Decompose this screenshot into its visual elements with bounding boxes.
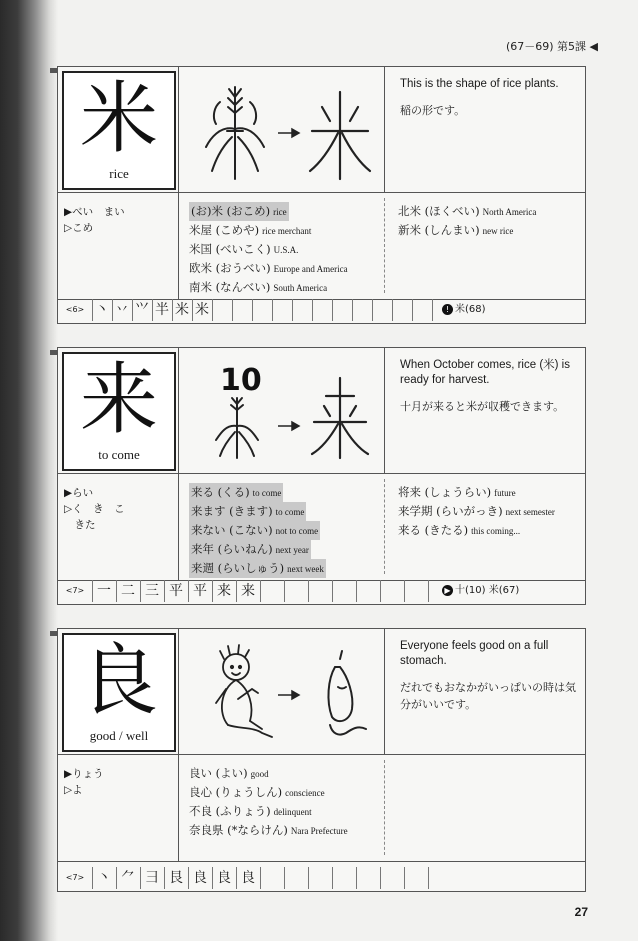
kanji-character: 米 <box>79 74 158 164</box>
kanji-description <box>400 77 576 119</box>
stroke-step: ⺈ <box>116 867 141 889</box>
vocab-item: 来る (くる) to come <box>189 483 385 502</box>
vocab-item: 欧米 (おうべい) Europe and America <box>189 261 348 275</box>
stroke-step: 二 <box>116 580 141 602</box>
kanji-meaning: to come <box>98 447 140 462</box>
kanji-entry-3 <box>57 628 586 892</box>
description-english: Everyone feels good on a full stomach. <box>400 640 549 667</box>
stroke-step: 丶 <box>92 867 117 889</box>
vocab-list-extra <box>398 202 594 240</box>
info-icon: ! <box>442 304 453 315</box>
vocab-item: 米屋 (こめや) rice merchant <box>189 223 312 237</box>
kanji-character: 良 <box>79 636 158 726</box>
reading-on: ▶らい <box>64 487 94 499</box>
stroke-step: 良 <box>188 867 213 889</box>
vocab-item: 不良 (ふりょう) delinquent <box>189 804 312 818</box>
reading-kun: ▷よ <box>64 784 83 796</box>
stroke-order-row <box>58 299 585 321</box>
svg-text:10: 10 <box>220 363 262 398</box>
stroke-step: 米 <box>172 299 193 321</box>
vocab-item: 米国 (べいこく) U.S.A. <box>189 242 299 256</box>
vocab-item: 来年 (らいねん) next year <box>189 540 385 559</box>
stroke-step: 彐 <box>140 867 165 889</box>
vocab-item: 奈良県 (*ならけん) Nara Prefecture <box>189 823 348 837</box>
description-japanese: 稲の形です。 <box>400 104 466 117</box>
vocab-list <box>189 202 385 297</box>
vocab-item: 北米 (ほくべい) North America <box>398 204 537 218</box>
stroke-step: 来 <box>212 580 237 602</box>
vocab-item: 来週 (らいしゅう) next week <box>189 559 385 578</box>
stroke-step: 平 <box>164 580 189 602</box>
stroke-order-row <box>58 580 585 602</box>
stroke-step: 良 <box>212 867 237 889</box>
stroke-count: <7> <box>58 867 93 889</box>
page-header: (67－69) 第5課 ◀ <box>505 40 598 53</box>
page-number: 27 <box>574 905 588 919</box>
stroke-step: 良 <box>236 867 261 889</box>
description-japanese: 十月が来ると米が収穫できます。 <box>400 400 565 413</box>
vocab-item: (お)米 (おこめ) rice <box>189 202 385 221</box>
readings <box>64 766 164 798</box>
cross-reference: ! 米(68) <box>442 299 486 321</box>
full-stomach-illustration <box>180 629 380 754</box>
reading-on: ▶りょう <box>64 768 104 780</box>
rice-plant-illustration <box>180 67 380 192</box>
stroke-step: 半 <box>152 299 173 321</box>
vocab-item: 来ます (きます) to come <box>189 502 385 521</box>
stroke-order-row <box>58 867 585 889</box>
book-binding-shadow <box>0 0 58 941</box>
reading-kun: ▷く き こ <box>64 503 125 515</box>
vocab-item: 来学期 (らいがっき) next semester <box>398 504 555 518</box>
vocab-item: 良心 (りょうしん) conscience <box>189 785 325 799</box>
readings <box>64 204 164 236</box>
kanji-description <box>400 358 576 415</box>
reading-kun: きた <box>64 519 96 531</box>
vocab-item: 来る (きたる) this coming... <box>398 523 521 537</box>
vocab-list <box>189 483 385 578</box>
stroke-step: 平 <box>188 580 213 602</box>
kanji-description <box>400 639 576 713</box>
kanji-entry-2 <box>57 347 586 605</box>
stroke-count: <6> <box>58 299 93 321</box>
october-rice-illustration <box>180 348 380 473</box>
kanji-box <box>62 352 176 471</box>
stroke-count: <7> <box>58 580 93 602</box>
vocab-item: 良い (よい) good <box>189 766 269 780</box>
vocab-item: 南米 (なんべい) South America <box>189 280 328 294</box>
description-english: When October comes, rice (米) is ready for harvest. <box>400 359 570 386</box>
vocab-item: 来ない (こない) not to come <box>189 521 385 540</box>
description-english: This is the shape of rice plants. <box>400 78 559 90</box>
cross-reference: ▶ 十(10) 米(67) <box>442 580 519 602</box>
stroke-step: 丷 <box>112 299 133 321</box>
stroke-step: 丶 <box>92 299 113 321</box>
stroke-step: 三 <box>140 580 165 602</box>
stroke-step: 一 <box>92 580 117 602</box>
kanji-box <box>62 633 176 752</box>
kanji-meaning: good / well <box>89 728 149 743</box>
vocab-item: 新米 (しんまい) new rice <box>398 223 514 237</box>
kanji-character: 来 <box>79 355 158 445</box>
arrow-right-icon: ▶ <box>442 585 453 596</box>
kanji-meaning: rice <box>109 166 129 181</box>
stroke-step: 来 <box>236 580 261 602</box>
reading-on: ▶べい まい <box>64 206 125 218</box>
vocab-list-extra <box>398 483 594 540</box>
kanji-box <box>62 71 176 190</box>
kanji-entry-1 <box>57 66 586 324</box>
stroke-step: ⺍ <box>132 299 153 321</box>
vocab-item: 将来 (しょうらい) future <box>398 485 516 499</box>
stroke-step: 米 <box>192 299 213 321</box>
description-japanese: だれでもおなかがいっぱいの時は気分がいいです。 <box>400 681 576 711</box>
vocab-list <box>189 764 385 840</box>
stroke-step: 艮 <box>164 867 189 889</box>
readings <box>64 485 164 533</box>
reading-kun: ▷こめ <box>64 222 94 234</box>
